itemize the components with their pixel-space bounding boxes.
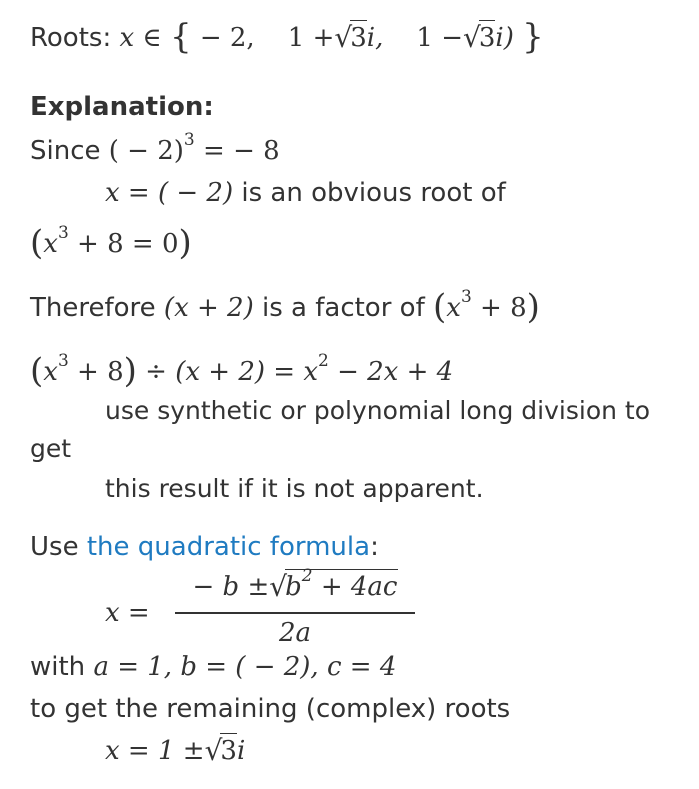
since-rest: = − 8 bbox=[203, 136, 280, 166]
final-root-radicand: 3 bbox=[220, 733, 237, 766]
root2-prefix: 1 + bbox=[287, 23, 335, 53]
factor-rest: + 8 bbox=[480, 293, 527, 323]
roots-line bbox=[30, 17, 544, 57]
left-paren: ( bbox=[30, 223, 44, 263]
obvious-root-math: x = ( − 2) bbox=[105, 178, 234, 208]
division-exponent2: 2 bbox=[318, 351, 329, 372]
equation-exponent: 3 bbox=[57, 223, 69, 244]
use-text1: Use bbox=[30, 532, 79, 562]
fraction-numerator bbox=[175, 566, 415, 603]
final-root-sqrt bbox=[204, 734, 237, 767]
left-brace: { bbox=[169, 17, 192, 57]
numerator-a: − b ± bbox=[192, 572, 270, 602]
factor-line bbox=[30, 287, 540, 327]
with-text: with bbox=[30, 652, 86, 682]
left-paren: ( bbox=[433, 287, 447, 327]
equation-line bbox=[30, 223, 192, 263]
root2-sqrt bbox=[334, 21, 367, 54]
fraction-denominator: 2a bbox=[278, 618, 312, 648]
use-line bbox=[30, 534, 379, 560]
root3-prefix: 1 − bbox=[416, 23, 463, 53]
factor-var: x bbox=[446, 293, 461, 323]
formula-lhs-text: x = bbox=[105, 598, 150, 628]
root-neg-two: − 2, bbox=[199, 23, 255, 53]
since-exponent: 3 bbox=[183, 130, 195, 151]
root2-suffix: i, bbox=[366, 23, 384, 53]
final-root-a: x = 1 ± bbox=[105, 736, 205, 766]
equation-var: x bbox=[43, 229, 58, 259]
right-brace: } bbox=[522, 17, 544, 57]
sqrt-icon: √ bbox=[334, 21, 353, 54]
since-base: ( − 2) bbox=[108, 136, 184, 166]
fraction-bar bbox=[175, 612, 415, 614]
sqrt-icon: √ bbox=[463, 21, 481, 54]
explanation-heading: Explanation: bbox=[30, 92, 214, 122]
division-line bbox=[30, 351, 454, 391]
note-line2: get bbox=[30, 434, 72, 463]
root2-radicand: 3 bbox=[350, 20, 367, 53]
equation-rest: + 8 = 0 bbox=[77, 229, 179, 259]
right-paren: ) bbox=[123, 351, 137, 391]
final-root-line bbox=[105, 734, 246, 767]
right-paren: ) bbox=[178, 223, 192, 263]
root3-radicand: 3 bbox=[479, 20, 496, 53]
division-d: − 2x + 4 bbox=[337, 357, 454, 387]
sqrt-icon: √ bbox=[204, 734, 223, 767]
factor-math1: (x + 2) bbox=[163, 293, 254, 323]
division-exponent1: 3 bbox=[57, 351, 69, 372]
factor-text2: is a factor of bbox=[262, 293, 425, 323]
numerator-b: b bbox=[285, 572, 302, 602]
obvious-root-text: is an obvious root of bbox=[241, 178, 506, 208]
note-line1: use synthetic or polynomial long division to bbox=[105, 396, 651, 425]
numerator-radicand bbox=[285, 566, 398, 602]
use-text2: : bbox=[370, 532, 379, 562]
roots-expr-lhs: x ∈ bbox=[119, 23, 162, 53]
numerator-sqrt bbox=[269, 566, 398, 603]
sqrt-icon: √ bbox=[269, 570, 288, 603]
division-c: ÷ (x + 2) = x bbox=[145, 357, 318, 387]
root3-suffix: i) bbox=[495, 23, 514, 53]
numerator-c: + 4ac bbox=[320, 572, 398, 602]
remaining-line: to get the remaining (complex) roots bbox=[30, 694, 511, 724]
left-paren: ( bbox=[30, 351, 44, 391]
division-var: x bbox=[43, 357, 58, 387]
note-line3: this result if it is not apparent. bbox=[105, 474, 484, 503]
quadratic-formula-link[interactable]: the quadratic formula bbox=[86, 532, 371, 562]
division-b: + 8 bbox=[77, 357, 124, 387]
final-root-c: i bbox=[236, 736, 246, 766]
factor-exponent: 3 bbox=[460, 287, 472, 308]
numerator-exponent: 2 bbox=[301, 566, 313, 587]
since-text: Since bbox=[30, 136, 101, 166]
right-paren: ) bbox=[526, 287, 540, 327]
obvious-root-line bbox=[105, 180, 506, 206]
with-line bbox=[30, 654, 396, 680]
since-line bbox=[30, 130, 280, 166]
root3-sqrt bbox=[463, 21, 496, 54]
formula-lhs bbox=[105, 600, 150, 626]
roots-label: Roots: bbox=[30, 23, 112, 53]
factor-text1: Therefore bbox=[30, 293, 156, 323]
with-math: a = 1, b = ( − 2), c = 4 bbox=[93, 652, 397, 682]
